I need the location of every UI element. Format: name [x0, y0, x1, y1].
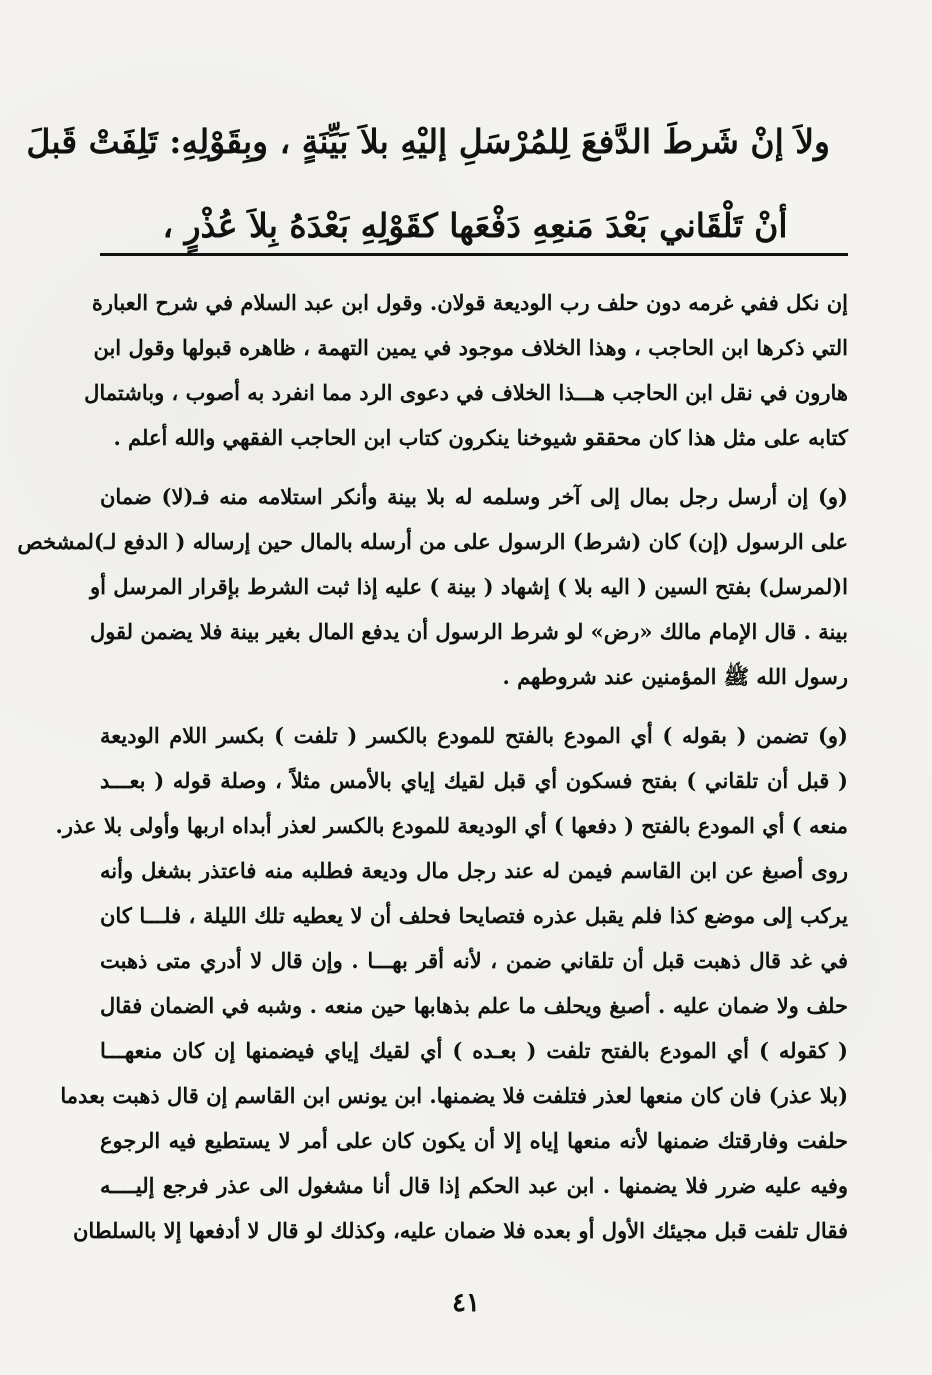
text-line: فقال تلفت قبل مجيئك الأول أو بعده فلا ضمان عليه، وكذلك لو قال لا أدفعها إلا بالسلطان [73, 1218, 848, 1243]
text-line: (و) إن أرسل رجل بمال إلى آخر وسلمه له بلا بينة وأنكر استلامه منه فـ(لا) ضمان [100, 484, 848, 509]
commentary-text [17, 280, 848, 1253]
text-line: منعه ) أي المودع بالفتح ( دفعها ) أي الوديعة للمودع بالكسر لعذر أبداه اربها وأولى بلا عذر. [55, 813, 848, 838]
text-line: حلف ولا ضمان عليه . أصبغ ويحلف ما علم بذهابها حين منعه . وشبه في الضمان فقال [100, 993, 848, 1018]
matn-line: أنْ تَلْقَاني بَعْدَ مَنعِهِ دَفْعَها كقَوْلِهِ بَعْدَهُ بِلاَ عُذْرٍ ، [162, 206, 788, 245]
text-line: حلفت وفارقتك ضمنها لأنه منعها إياه إلا أن يكون كان على أمر لا يستطيع فيه الرجوع [100, 1128, 848, 1153]
commentary-paragraph-3 [55, 713, 848, 1253]
text-line: روى أصبغ عن ابن القاسم فيمن له عند رجل مال وديعة فطلبه منه فاعتذر بشغل وأنه [100, 858, 848, 883]
text-line: في غد قال ذهبت قبل أن تلقاني ضمن ، لأنه أقر بهـــا . وإن قال لا أدري متى ذهبت [100, 948, 848, 973]
text-line: التي ذكرها ابن الحاجب ، وهذا الخلاف موجود في يمين التهمة ، ظاهره قبولها وقول ابن [93, 335, 848, 360]
matn-text [26, 100, 830, 268]
text-line: كتابه على مثل هذا كان محققو شيوخنا ينكرون كتاب ابن الحاجب الفقهي والله أعلم . [113, 425, 848, 450]
text-line: وفيه عليه ضرر فلا يضمنها . ابن عبد الحكم إذا قال أنا مشغول الى عذر فرجع إليــــه [100, 1173, 848, 1198]
separator-rule [100, 253, 848, 256]
page-number: ٤١ [452, 1288, 480, 1318]
matn-line: ولاَ إنْ شَرطَ الدَّفعَ لِلمُرْسَلِ إليْهِ بلاَ بَيِّنَةٍ ، وبِقَوْلِهِ: تَلِفَتْ قَبلَ [26, 122, 830, 161]
commentary-paragraph-2 [17, 474, 848, 699]
text-line: ( كقوله ) أي المودع بالفتح تلفت ( بعـده ) أي لقيك إياي فيضمنها إن كان منعهـــا [100, 1038, 848, 1063]
text-line: (بلا عذر) فان كان منعها لعذر فتلفت فلا يضمنها. ابن يونس ابن القاسم إن قال ذهبت بعدما [60, 1083, 848, 1108]
text-line: إن نكل ففي غرمه دون حلف رب الوديعة قولان. وقول ابن عبد السلام في شرح العبارة [91, 290, 848, 315]
text-line: رسول الله ﷺ المؤمنين عند شروطهم . [502, 664, 848, 689]
text-line: (و) تضمن ( بقوله ) أي المودع بالفتح للمودع بالكسر ( تلفت ) بكسر اللام الوديعة [100, 723, 848, 748]
text-line: على الرسول (إن) كان (شرط) الرسول على من أرسله بالمال حين إرساله ( الدفع لـ)لمشخص [17, 529, 848, 554]
text-line: ( قبل أن تلقاني ) بفتح فسكون أي قبل لقيك إياي بالأمس مثلاً ، وصلة قوله ( بعـــد [100, 768, 848, 793]
text-line: يركب إلى موضع كذا فلم يقبل عذره فتصايحا فحلف أن لا يعطيه تلك الليلة ، فلـــا كان [100, 903, 848, 928]
commentary-paragraph-1 [84, 280, 848, 460]
text-line: هارون في نقل ابن الحاجب هـــذا الخلاف في دعوى الرد مما انفرد به أصوب ، وباشتمال [84, 380, 848, 405]
text-line: ا(لمرسل) بفتح السين ( اليه بلا ) إشهاد ( بينة ) عليه إذا ثبت الشرط بإقرار المرسل أو [89, 574, 848, 599]
text-line: بينة . قال الإمام مالك «رض» لو شرط الرسول أن يدفع المال بغير بينة فلا يضمن لقول [89, 619, 848, 644]
